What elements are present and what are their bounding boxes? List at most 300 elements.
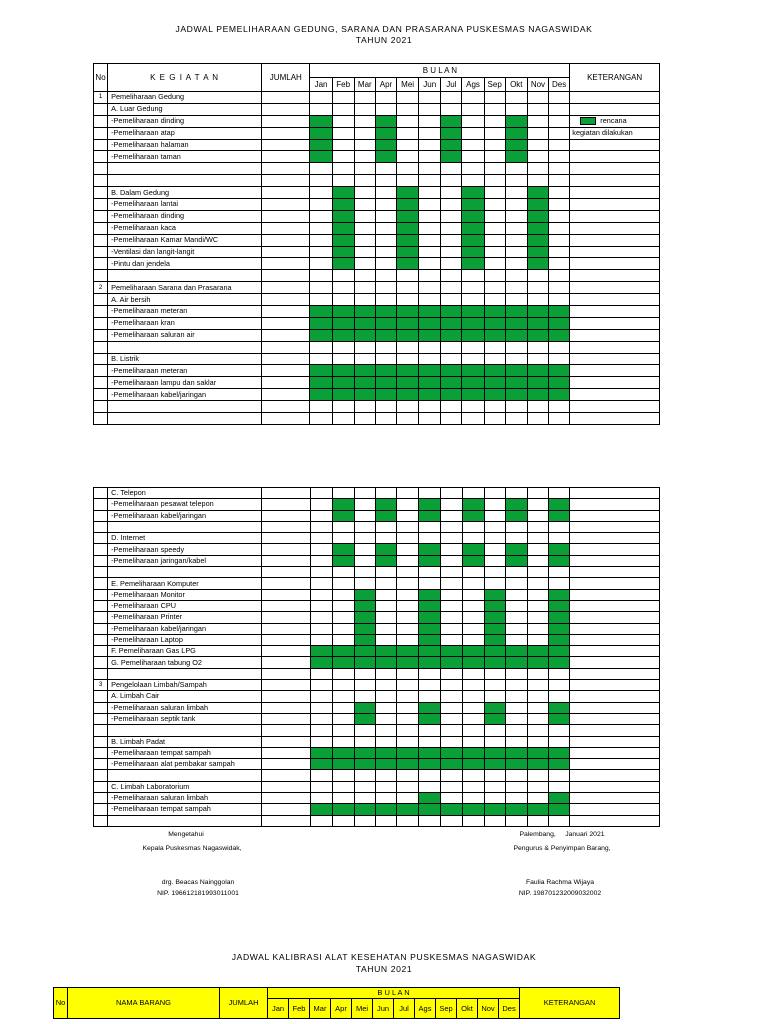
row-number bbox=[94, 725, 108, 736]
month-cell bbox=[484, 521, 505, 532]
month-cell bbox=[505, 210, 527, 222]
month-cell bbox=[441, 246, 462, 258]
month-cell bbox=[375, 246, 396, 258]
month-cell bbox=[332, 521, 354, 532]
cal-header-no: No bbox=[54, 988, 68, 1019]
month-cell bbox=[397, 555, 419, 566]
row-number bbox=[94, 555, 108, 566]
month-cell bbox=[505, 175, 527, 187]
month-cell bbox=[419, 533, 441, 544]
month-cell bbox=[462, 781, 484, 792]
month-cell bbox=[397, 713, 419, 724]
scheduled-month-cell bbox=[310, 329, 332, 341]
month-cell bbox=[354, 246, 375, 258]
scheduled-month-cell bbox=[441, 306, 462, 318]
month-cell bbox=[375, 234, 396, 246]
row-number bbox=[94, 747, 108, 758]
row-number bbox=[94, 115, 108, 127]
scheduled-month-cell bbox=[484, 759, 505, 770]
scheduled-month-cell bbox=[354, 804, 375, 815]
table-row bbox=[94, 413, 660, 425]
scheduled-month-cell bbox=[354, 634, 375, 645]
scheduled-month-cell bbox=[527, 258, 548, 270]
scheduled-month-cell bbox=[505, 127, 527, 139]
month-cell bbox=[484, 680, 505, 691]
scheduled-month-cell bbox=[375, 151, 396, 163]
scheduled-month-cell bbox=[354, 317, 375, 329]
month-cell bbox=[419, 246, 441, 258]
month-cell bbox=[419, 139, 441, 151]
month-cell bbox=[441, 668, 462, 679]
cal-header-jumlah: JUMLAH bbox=[220, 988, 268, 1019]
month-cell bbox=[462, 92, 484, 104]
scheduled-month-cell bbox=[505, 306, 527, 318]
month-cell bbox=[375, 222, 396, 234]
scheduled-month-cell bbox=[419, 634, 441, 645]
scheduled-month-cell bbox=[549, 747, 570, 758]
scheduled-month-cell bbox=[505, 499, 527, 510]
month-cell bbox=[354, 736, 375, 747]
scheduled-month-cell bbox=[397, 389, 419, 401]
scheduled-month-cell bbox=[332, 306, 354, 318]
month-cell bbox=[310, 691, 332, 702]
scheduled-month-cell bbox=[462, 199, 484, 211]
scheduled-month-cell bbox=[441, 657, 462, 668]
month-cell bbox=[527, 103, 548, 115]
jumlah-cell bbox=[262, 702, 310, 713]
scheduled-month-cell bbox=[310, 389, 332, 401]
month-cell bbox=[375, 175, 396, 187]
scheduled-month-cell bbox=[419, 555, 441, 566]
month-cell bbox=[354, 578, 375, 589]
month-cell bbox=[310, 163, 332, 175]
month-cell bbox=[354, 680, 375, 691]
table-row bbox=[94, 510, 660, 521]
row-number: 1 bbox=[94, 92, 108, 104]
scheduled-month-cell bbox=[419, 702, 441, 713]
month-cell bbox=[528, 680, 549, 691]
scheduled-month-cell bbox=[397, 657, 419, 668]
month-cell bbox=[505, 246, 527, 258]
month-cell bbox=[528, 793, 549, 804]
month-cell bbox=[549, 567, 570, 578]
month-cell bbox=[397, 770, 419, 781]
jumlah-cell bbox=[262, 499, 310, 510]
scheduled-month-cell bbox=[397, 646, 419, 657]
row-number bbox=[94, 544, 108, 555]
month-cell bbox=[419, 488, 441, 499]
cal-header-month-apr: Apr bbox=[331, 999, 352, 1019]
keterangan-cell bbox=[570, 567, 660, 578]
row-number bbox=[94, 759, 108, 770]
row-number bbox=[94, 401, 108, 413]
table-row bbox=[94, 770, 660, 781]
scheduled-month-cell bbox=[462, 804, 484, 815]
month-cell bbox=[462, 127, 484, 139]
table-row bbox=[94, 657, 660, 668]
keterangan-cell bbox=[570, 353, 660, 365]
jumlah-cell bbox=[262, 270, 310, 282]
month-cell bbox=[397, 151, 419, 163]
scheduled-month-cell bbox=[527, 187, 548, 199]
month-cell bbox=[462, 680, 484, 691]
activity-label bbox=[108, 270, 262, 282]
month-cell bbox=[375, 103, 396, 115]
month-cell bbox=[419, 258, 441, 270]
scheduled-month-cell bbox=[441, 747, 462, 758]
month-cell bbox=[505, 533, 527, 544]
month-cell bbox=[549, 341, 570, 353]
scheduled-month-cell bbox=[354, 306, 375, 318]
scheduled-month-cell bbox=[332, 510, 354, 521]
schedule-year: TAHUN 2021 bbox=[355, 35, 413, 45]
month-cell bbox=[310, 680, 332, 691]
scheduled-month-cell bbox=[505, 329, 527, 341]
month-cell bbox=[419, 222, 441, 234]
month-cell bbox=[354, 793, 375, 804]
scheduled-month-cell bbox=[310, 306, 332, 318]
keterangan-cell bbox=[570, 612, 660, 623]
table-row bbox=[94, 365, 660, 377]
jumlah-cell bbox=[262, 521, 310, 532]
scheduled-month-cell bbox=[310, 317, 332, 329]
activity-label: B. Listrik bbox=[108, 353, 262, 365]
month-cell bbox=[332, 600, 354, 611]
activity-label bbox=[108, 815, 262, 826]
table-row bbox=[94, 175, 660, 187]
scheduled-month-cell bbox=[375, 115, 396, 127]
month-cell bbox=[441, 258, 462, 270]
jumlah-cell bbox=[262, 329, 310, 341]
activity-label: -Pemeliharaan lampu dan saklar bbox=[108, 377, 262, 389]
month-cell bbox=[375, 282, 396, 294]
month-cell bbox=[462, 770, 484, 781]
table-row bbox=[94, 781, 660, 792]
scheduled-month-cell bbox=[527, 365, 548, 377]
activity-label: -Pemeliharaan jaringan/kabel bbox=[108, 555, 262, 566]
scheduled-month-cell bbox=[419, 329, 441, 341]
scheduled-month-cell bbox=[528, 747, 549, 758]
month-cell bbox=[462, 623, 484, 634]
scheduled-month-cell bbox=[549, 317, 570, 329]
keterangan-cell bbox=[570, 770, 660, 781]
month-cell bbox=[505, 567, 527, 578]
month-cell bbox=[354, 353, 375, 365]
row-number bbox=[94, 770, 108, 781]
keterangan-cell bbox=[570, 646, 660, 657]
keterangan-cell bbox=[570, 234, 660, 246]
month-cell bbox=[527, 294, 548, 306]
jumlah-cell bbox=[262, 691, 310, 702]
row-number bbox=[94, 413, 108, 425]
activity-label: -Pemeliharaan speedy bbox=[108, 544, 262, 555]
keterangan-cell bbox=[570, 139, 660, 151]
jumlah-cell bbox=[262, 759, 310, 770]
scheduled-month-cell bbox=[505, 151, 527, 163]
month-cell bbox=[354, 282, 375, 294]
activity-label: G. Pemeliharaan tabung O2 bbox=[108, 657, 262, 668]
month-cell bbox=[332, 353, 354, 365]
scheduled-month-cell bbox=[484, 804, 505, 815]
month-cell bbox=[549, 199, 570, 211]
month-cell bbox=[375, 567, 396, 578]
scheduled-month-cell bbox=[505, 139, 527, 151]
jumlah-cell bbox=[262, 246, 310, 258]
jumlah-cell bbox=[262, 567, 310, 578]
schedule-title: JADWAL PEMELIHARAAN GEDUNG, SARANA DAN PRASARANA PUSKESMAS NAGASWIDAK bbox=[175, 24, 593, 34]
scheduled-month-cell bbox=[484, 377, 505, 389]
scheduled-month-cell bbox=[375, 804, 396, 815]
month-cell bbox=[505, 725, 527, 736]
scheduled-month-cell bbox=[419, 499, 441, 510]
month-cell bbox=[332, 115, 354, 127]
table-row bbox=[94, 634, 660, 645]
month-cell bbox=[332, 103, 354, 115]
scheduled-month-cell bbox=[332, 555, 354, 566]
legend-plan-swatch bbox=[580, 117, 596, 125]
month-cell bbox=[441, 793, 462, 804]
scheduled-month-cell bbox=[505, 377, 527, 389]
month-cell bbox=[462, 533, 484, 544]
month-cell bbox=[441, 222, 462, 234]
month-cell bbox=[397, 668, 419, 679]
month-cell bbox=[354, 567, 375, 578]
month-cell bbox=[484, 222, 505, 234]
scheduled-month-cell bbox=[397, 804, 419, 815]
month-cell bbox=[549, 294, 570, 306]
scheduled-month-cell bbox=[441, 151, 462, 163]
month-cell bbox=[505, 521, 527, 532]
month-cell bbox=[419, 680, 441, 691]
jumlah-cell bbox=[262, 770, 310, 781]
activity-label: A. Air bersih bbox=[108, 294, 262, 306]
row-number bbox=[94, 781, 108, 792]
month-cell bbox=[441, 187, 462, 199]
row-number bbox=[94, 103, 108, 115]
row-number bbox=[94, 353, 108, 365]
row-number bbox=[94, 646, 108, 657]
month-cell bbox=[397, 589, 419, 600]
month-cell bbox=[441, 199, 462, 211]
month-cell bbox=[419, 115, 441, 127]
month-cell bbox=[549, 115, 570, 127]
month-cell bbox=[310, 623, 332, 634]
row-number bbox=[94, 258, 108, 270]
jumlah-cell bbox=[262, 646, 310, 657]
month-cell bbox=[441, 567, 462, 578]
table-row bbox=[94, 115, 660, 127]
jumlah-cell bbox=[262, 199, 310, 211]
month-cell bbox=[332, 589, 354, 600]
keterangan-cell bbox=[570, 92, 660, 104]
activity-label: -Pemeliharaan Monitor bbox=[108, 589, 262, 600]
month-cell bbox=[375, 736, 396, 747]
month-cell bbox=[310, 499, 332, 510]
month-cell bbox=[505, 680, 527, 691]
scheduled-month-cell bbox=[549, 377, 570, 389]
month-cell bbox=[528, 691, 549, 702]
month-cell bbox=[397, 600, 419, 611]
month-cell bbox=[397, 163, 419, 175]
row-number bbox=[94, 377, 108, 389]
month-cell bbox=[441, 815, 462, 826]
month-cell bbox=[354, 139, 375, 151]
month-cell bbox=[419, 668, 441, 679]
month-cell bbox=[397, 488, 419, 499]
table-row bbox=[94, 646, 660, 657]
month-cell bbox=[505, 634, 527, 645]
keterangan-cell bbox=[570, 747, 660, 758]
activity-label: -Pemeliharaan dinding bbox=[108, 115, 262, 127]
month-cell bbox=[332, 578, 354, 589]
month-cell bbox=[441, 578, 462, 589]
scheduled-month-cell bbox=[332, 329, 354, 341]
row-number bbox=[94, 210, 108, 222]
keterangan-cell bbox=[570, 521, 660, 532]
keterangan-cell bbox=[570, 210, 660, 222]
scheduled-month-cell bbox=[375, 317, 396, 329]
month-cell bbox=[462, 139, 484, 151]
month-cell bbox=[332, 623, 354, 634]
scheduled-month-cell bbox=[505, 804, 527, 815]
table-row bbox=[94, 725, 660, 736]
scheduled-month-cell bbox=[332, 246, 354, 258]
month-cell bbox=[310, 199, 332, 211]
keterangan-cell bbox=[570, 510, 660, 521]
month-cell bbox=[419, 92, 441, 104]
activity-label: D. Internet bbox=[108, 533, 262, 544]
month-cell bbox=[484, 163, 505, 175]
keterangan-cell bbox=[570, 103, 660, 115]
keterangan-cell bbox=[570, 306, 660, 318]
header-month-mei: Mei bbox=[397, 78, 419, 92]
jumlah-cell bbox=[262, 306, 310, 318]
month-cell bbox=[375, 725, 396, 736]
month-cell bbox=[332, 770, 354, 781]
scheduled-month-cell bbox=[528, 759, 549, 770]
header-month-mar: Mar bbox=[354, 78, 375, 92]
activity-label: -Pemeliharaan septik tank bbox=[108, 713, 262, 724]
scheduled-month-cell bbox=[484, 713, 505, 724]
month-cell bbox=[462, 282, 484, 294]
scheduled-month-cell bbox=[527, 246, 548, 258]
activity-label: A. Luar Gedung bbox=[108, 103, 262, 115]
activity-label: -Pemeliharaan saluran limbah bbox=[108, 793, 262, 804]
scheduled-month-cell bbox=[527, 389, 548, 401]
month-cell bbox=[441, 163, 462, 175]
month-cell bbox=[332, 175, 354, 187]
month-cell bbox=[505, 401, 527, 413]
month-cell bbox=[484, 175, 505, 187]
month-cell bbox=[419, 187, 441, 199]
activity-label bbox=[108, 175, 262, 187]
cal-header-month-sep: Sep bbox=[436, 999, 457, 1019]
scheduled-month-cell bbox=[375, 377, 396, 389]
row-number bbox=[94, 533, 108, 544]
activity-label: -Pemeliharaan tempat sampah bbox=[108, 747, 262, 758]
month-cell bbox=[419, 294, 441, 306]
jumlah-cell bbox=[262, 210, 310, 222]
row-number bbox=[94, 317, 108, 329]
month-cell bbox=[549, 175, 570, 187]
scheduled-month-cell bbox=[527, 306, 548, 318]
scheduled-month-cell bbox=[397, 246, 419, 258]
activity-label bbox=[108, 413, 262, 425]
row-number: 2 bbox=[94, 282, 108, 294]
row-number bbox=[94, 341, 108, 353]
month-cell bbox=[484, 234, 505, 246]
scheduled-month-cell bbox=[354, 612, 375, 623]
jumlah-cell bbox=[262, 815, 310, 826]
month-cell bbox=[332, 270, 354, 282]
month-cell bbox=[505, 413, 527, 425]
keterangan-cell bbox=[570, 341, 660, 353]
month-cell bbox=[505, 341, 527, 353]
keterangan-cell bbox=[570, 401, 660, 413]
month-cell bbox=[441, 270, 462, 282]
table-row bbox=[94, 702, 660, 713]
jumlah-cell bbox=[262, 389, 310, 401]
month-cell bbox=[332, 282, 354, 294]
month-cell bbox=[462, 668, 484, 679]
scheduled-month-cell bbox=[505, 544, 527, 555]
scheduled-month-cell bbox=[397, 306, 419, 318]
month-cell bbox=[332, 668, 354, 679]
month-cell bbox=[462, 163, 484, 175]
month-cell bbox=[310, 222, 332, 234]
month-cell bbox=[462, 521, 484, 532]
scheduled-month-cell bbox=[505, 510, 527, 521]
scheduled-month-cell bbox=[354, 702, 375, 713]
month-cell bbox=[310, 341, 332, 353]
row-number bbox=[94, 578, 108, 589]
row-number bbox=[94, 600, 108, 611]
month-cell bbox=[397, 294, 419, 306]
month-cell bbox=[419, 781, 441, 792]
custodian-title: Pengurus & Penyimpan Barang, bbox=[513, 845, 611, 852]
month-cell bbox=[397, 567, 419, 578]
cal-header-month-mei: Mei bbox=[352, 999, 373, 1019]
keterangan-cell bbox=[570, 488, 660, 499]
month-cell bbox=[527, 175, 548, 187]
scheduled-month-cell bbox=[310, 115, 332, 127]
scheduled-month-cell bbox=[397, 759, 419, 770]
keterangan-cell bbox=[570, 187, 660, 199]
month-cell bbox=[310, 413, 332, 425]
scheduled-month-cell bbox=[505, 365, 527, 377]
scheduled-month-cell bbox=[310, 151, 332, 163]
month-cell bbox=[505, 578, 527, 589]
activity-label bbox=[108, 668, 262, 679]
scheduled-month-cell bbox=[484, 634, 505, 645]
month-cell bbox=[397, 92, 419, 104]
month-cell bbox=[528, 713, 549, 724]
month-cell bbox=[462, 341, 484, 353]
month-cell bbox=[375, 680, 396, 691]
month-cell bbox=[354, 294, 375, 306]
month-cell bbox=[549, 151, 570, 163]
scheduled-month-cell bbox=[462, 389, 484, 401]
month-cell bbox=[484, 294, 505, 306]
scheduled-month-cell bbox=[375, 759, 396, 770]
month-cell bbox=[441, 702, 462, 713]
scheduled-month-cell bbox=[549, 389, 570, 401]
scheduled-month-cell bbox=[354, 713, 375, 724]
month-cell bbox=[484, 781, 505, 792]
scheduled-month-cell bbox=[332, 365, 354, 377]
scheduled-month-cell bbox=[441, 365, 462, 377]
table-row bbox=[94, 317, 660, 329]
